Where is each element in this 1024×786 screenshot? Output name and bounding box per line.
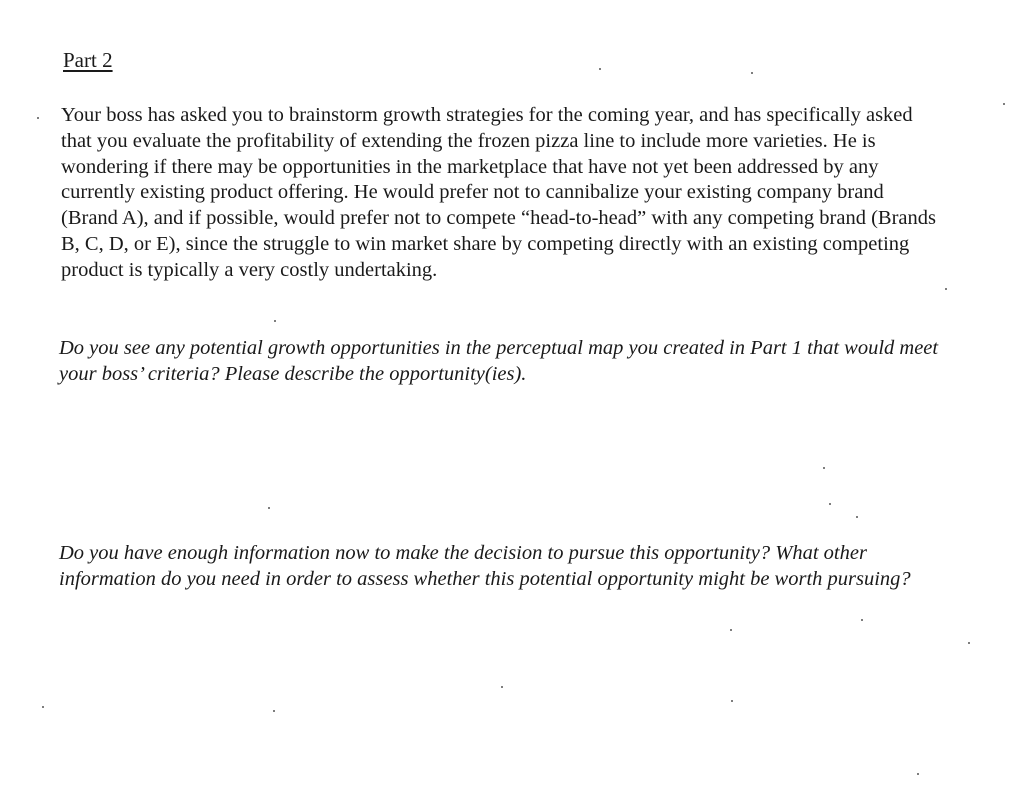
scan-speck (731, 700, 733, 702)
scan-speck (968, 642, 970, 644)
scan-speck (501, 686, 503, 688)
intro-paragraph: Your boss has asked you to brainstorm growth strategies for the coming year, and has specifically asked that you evaluate the profitability of extending the frozen pizza line to include more varieties. He is wondering if there may be opportunities in the marketplace that have not yet been addressed by any currently existing product offering. He would prefer not to cannibalize your existing company brand (Brand A), and if possible, would prefer not to compete “head-to-head” with any competing brand (Brands B, C, D, or E), since the struggle to win market share by competing directly with an existing competing product is typically a very costly undertaking. (61, 104, 936, 281)
question-2: Do you have enough information now to make the decision to pursue this opportunity? What other information do you need in order to assess whether this potential opportunity might be worth pursuing? (59, 542, 911, 590)
scan-speck (856, 516, 858, 518)
scan-speck (861, 619, 863, 621)
scan-speck (273, 710, 275, 712)
scan-speck (1003, 103, 1005, 105)
question-1: Do you see any potential growth opportunities in the perceptual map you created in Part 1 that would meet your boss’ criteria? Please describe the opportunity(ies). (59, 337, 939, 385)
scan-speck (945, 288, 947, 290)
scan-speck (823, 467, 825, 469)
scan-speck (268, 507, 270, 509)
scan-speck (829, 503, 831, 505)
section-heading: Part 2 (63, 48, 113, 72)
scan-speck (917, 773, 919, 775)
scan-speck (751, 72, 753, 74)
scan-speck (274, 320, 276, 322)
scan-speck (37, 117, 39, 119)
scan-speck (730, 629, 732, 631)
scan-speck (599, 68, 601, 70)
scan-speck (42, 706, 44, 708)
